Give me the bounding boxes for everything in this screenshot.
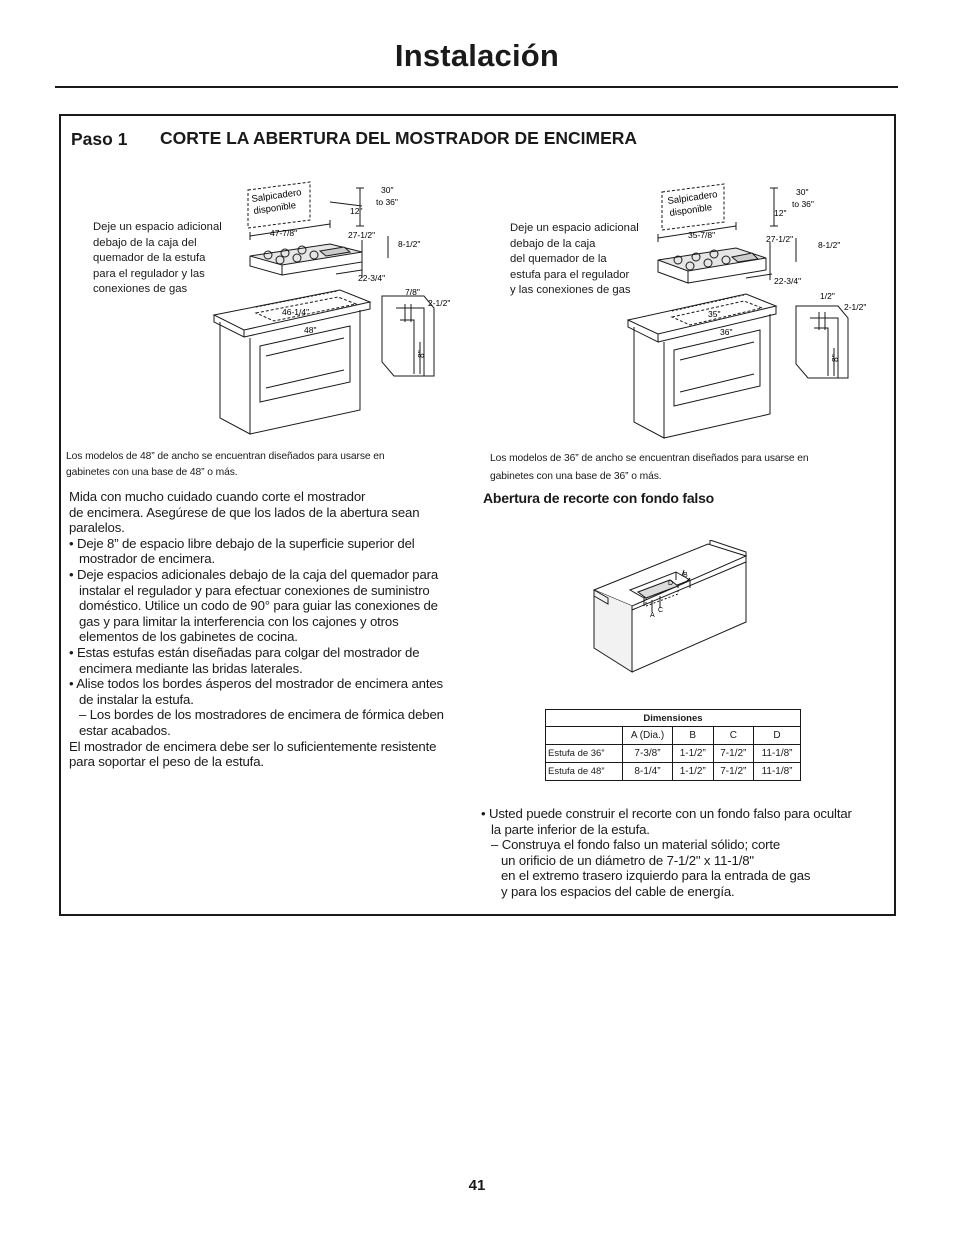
dimensions-table <box>545 709 801 781</box>
svg-text:2-1/2": 2-1/2" <box>844 302 867 312</box>
svg-text:27-1/2": 27-1/2" <box>766 234 794 244</box>
left-cooktop-diagram <box>210 178 470 440</box>
svg-text:disponible: disponible <box>668 202 713 219</box>
right-cooktop-diagram <box>624 180 874 442</box>
svg-text:35": 35" <box>708 309 721 319</box>
svg-text:48": 48" <box>304 325 317 335</box>
svg-text:1/2": 1/2" <box>820 291 835 301</box>
title-rule <box>55 86 898 88</box>
right-figure-caption: Los modelos de 36” de ancho se encuentran diseñados para usarse en gabinetes con una base de 36” o más. <box>490 453 809 482</box>
svg-text:47-7/8": 47-7/8" <box>270 228 298 238</box>
svg-text:Salpicadero: Salpicadero <box>250 187 303 205</box>
table-row: Estufa de 48” 8-1/4” 1-1/2” 7-1/2” 11-1/8” <box>546 763 801 781</box>
step-label: Paso 1 <box>71 129 128 149</box>
svg-text:to 36": to 36" <box>792 199 814 209</box>
svg-text:8-1/2": 8-1/2" <box>398 239 421 249</box>
page-number: 41 <box>468 1177 486 1194</box>
svg-text:8-1/2": 8-1/2" <box>818 240 841 250</box>
step-title: CORTE LA ABERTURA DEL MOSTRADOR DE ENCIMERA <box>160 128 638 148</box>
svg-text:30": 30" <box>796 187 809 197</box>
table-header-row: A (Dia.) B C D <box>546 727 801 745</box>
svg-text:8": 8" <box>830 354 840 362</box>
svg-text:7/8": 7/8" <box>405 287 420 297</box>
table-title-row <box>546 710 801 727</box>
svg-text:2-1/2": 2-1/2" <box>428 298 451 308</box>
svg-text:22-3/4": 22-3/4" <box>358 273 386 283</box>
left-figure-caption: Los modelos de 48” de ancho se encuentran diseñados para usarse en gabinetes con una base de 48” o más. <box>66 451 385 478</box>
cutout-instructions: Mida con mucho cuidado cuando corte el mostrador de encimera. Asegúrese de que los lados de la abertura sean paralelos. • Deje 8” de espacio libre debajo de la superficie superior del mostrador de encimera. • Deje espacios adicionales debajo de la caja del quemador para instalar el regulador y para efectuar conexiones de suministro doméstico. Utilice un codo de 90° para guiar las conexiones de gas y para limitar la interferencia con los cajones y otros elementos de los gabinetes de cocina. • Estas estufas están diseñadas para colgar del mostrador de encimera mediante las bridas laterales. • Alise todos los bordes ásperos del mostrador de encimera antes de instalar la estufa. – Los bordes de los mostradores de encimera de fórmica deben estar acabados. El mostrador de encimera debe ser lo suficientemente resistente para soportar el peso de la estufa. <box>69 489 444 770</box>
table-row: Estufa de 36” 7-3/8” 1-1/2” 7-1/2” 11-1/8” <box>546 745 801 763</box>
svg-text:22-3/4": 22-3/4" <box>774 276 802 286</box>
svg-text:C: C <box>658 607 664 614</box>
svg-text:35-7/8": 35-7/8" <box>688 230 716 240</box>
right-figure-note: Deje un espacio adicional debajo de la caja del quemador de la estufa para el regulador y las conexiones de gas <box>510 222 639 297</box>
left-figure-note: Deje un espacio adicional debajo de la caja del quemador de la estufa para el regulador y las conexiones de gas <box>93 221 222 296</box>
false-bottom-diagram <box>590 540 750 676</box>
svg-text:disponible: disponible <box>252 200 297 217</box>
false-bottom-heading: Abertura de recorte con fondo falso <box>483 490 715 506</box>
svg-text:B: B <box>683 572 688 579</box>
svg-text:12": 12" <box>774 208 787 218</box>
page-title: Instalación <box>394 38 560 73</box>
svg-text:36": 36" <box>720 327 733 337</box>
svg-text:30": 30" <box>381 185 394 195</box>
svg-text:A: A <box>650 612 655 619</box>
svg-text:to 36": to 36" <box>376 197 398 207</box>
svg-text:D: D <box>668 580 674 587</box>
table-title: Dimensiones <box>546 710 801 727</box>
svg-text:12": 12" <box>350 206 363 216</box>
svg-text:27-1/2": 27-1/2" <box>348 230 376 240</box>
svg-text:46-1/4": 46-1/4" <box>282 307 310 317</box>
false-bottom-text: • Usted puede construir el recorte con un fondo falso para ocultar la parte inferior de la estufa. – Construya el fondo falso un material sólido; corte un orificio de un diámetro de 7-1/2" x 11-1/8" en el extremo trasero izquierdo para la entrada de gas y para los espacios del cable de energía. <box>481 806 852 899</box>
svg-text:8": 8" <box>416 350 426 358</box>
svg-text:Salpicadero: Salpicadero <box>666 189 719 207</box>
